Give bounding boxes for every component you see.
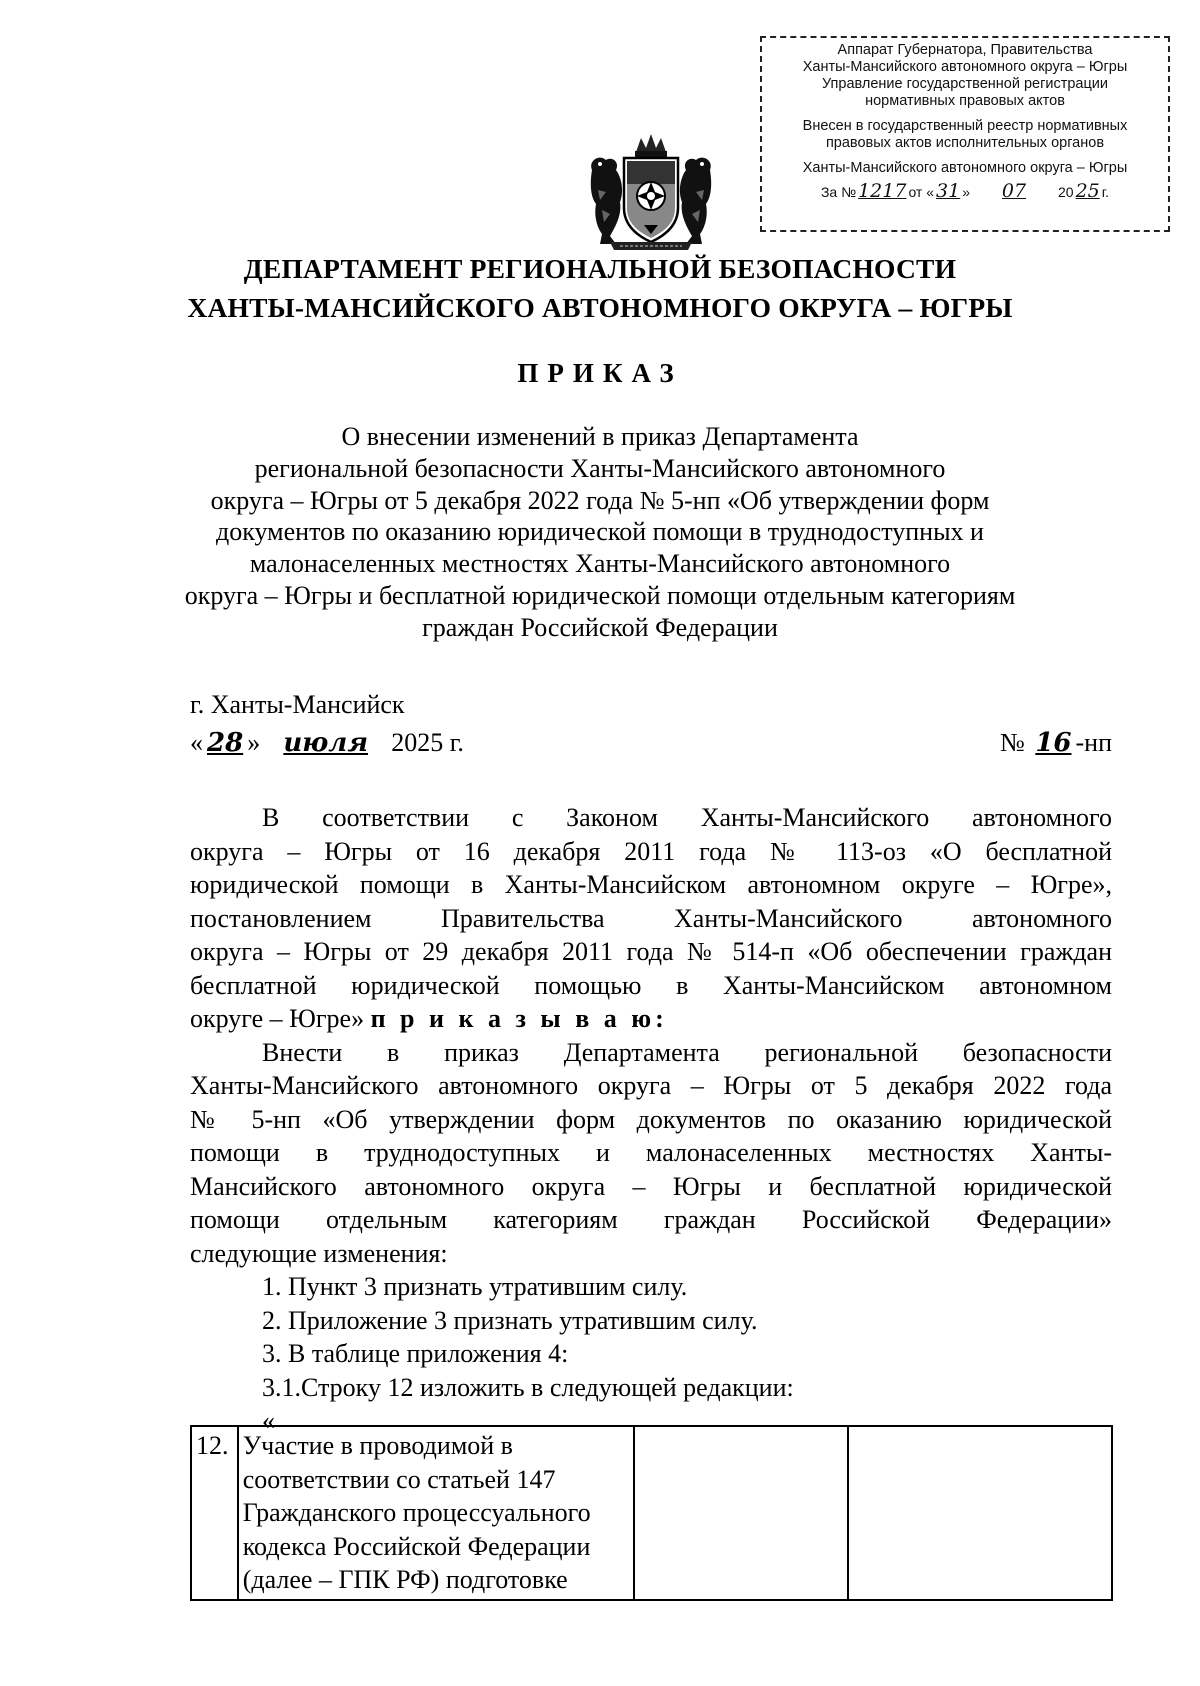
coat-of-arms-emblem	[586, 130, 716, 254]
table-cell-empty	[634, 1426, 847, 1600]
main-clause-line: помощи в труднодоступных и малонаселенных местностях Ханты-	[190, 1138, 1112, 1167]
stamp-reg-day: 31	[936, 180, 961, 202]
number-suffix: -нп	[1075, 728, 1112, 757]
amendment-item: 1. Пункт 3 признать утратившим силу.	[262, 1272, 688, 1301]
date-month: июля	[283, 728, 369, 758]
main-clause-line: помощи отдельным категориям граждан Российской Федерации»	[190, 1205, 1112, 1234]
number-prefix: №	[1000, 728, 1025, 757]
main-clause-last-line: следующие изменения:	[190, 1238, 448, 1268]
stamp-line: Ханты-Мансийского автономного округа – Югры	[802, 59, 1128, 75]
main-clause-line: Внести в приказ Департамента региональной безопасности	[262, 1037, 1112, 1067]
shield-icon	[624, 158, 678, 242]
right-bear-icon	[680, 158, 711, 244]
number-value: 16	[1035, 728, 1072, 758]
preamble-line: бесплатной юридической помощью в Ханты-Мансийском автономном	[190, 970, 1112, 1000]
stamp-registration-row	[768, 180, 1162, 202]
stamp-reg-quote-close: »	[962, 184, 971, 200]
main-clause-line: № 5-нп «Об утверждении форм документов по оказанию юридической	[190, 1104, 1112, 1134]
preamble-line: постановлением Правительства Ханты-Мансийского автономного	[190, 903, 1112, 933]
order-title-line: граждан Российской Федерации	[422, 612, 778, 642]
amendment-table	[190, 1425, 1113, 1601]
department-name-line-1: ДЕПАРТАМЕНТ РЕГИОНАЛЬНОЙ БЕЗОПАСНОСТИ	[243, 253, 957, 284]
stamp-reg-month: 07	[1001, 180, 1027, 202]
order-date	[190, 728, 464, 758]
order-title-line: документов по оказанию юридической помощи в труднодоступных и	[216, 517, 984, 547]
table-cell-line: (далее – ГПК РФ) подготовке	[242, 1565, 568, 1594]
stamp-reg-from: от «	[908, 184, 935, 200]
registration-stamp	[760, 36, 1170, 232]
stamp-line: Внесен в государственный реестр нормативных	[802, 118, 1128, 134]
date-open-quote: «	[190, 728, 203, 757]
stamp-line: Управление государственной регистрации	[821, 76, 1109, 92]
preamble-line: округа – Югры от 16 декабря 2011 года № 113-оз «О бесплатной	[190, 836, 1112, 866]
table-open-quote: «	[262, 1406, 275, 1435]
stamp-line: Аппарат Губернатора, Правительства	[837, 42, 1093, 58]
order-verb: п р и к а з ы в а ю:	[370, 1004, 668, 1033]
preamble-last-text: округе – Югре»	[190, 1004, 365, 1033]
order-title-line: округа – Югры от 5 декабря 2022 года № 5-нп «Об утверждении форм	[210, 485, 990, 515]
stamp-reg-year-prefix: 20	[1057, 184, 1074, 200]
stamp-reg-year: 25	[1075, 180, 1100, 202]
amendment-item: 3. В таблице приложения 4:	[262, 1339, 569, 1368]
preamble-line: юридической помощи в Ханты-Мансийском автономном округе – Югре»,	[190, 870, 1112, 899]
main-clause-line: Ханты-Мансийского автономного округа – Югры от 5 декабря 2022 года	[190, 1071, 1112, 1100]
date-close-quote: »	[247, 728, 261, 757]
order-title	[150, 421, 1050, 644]
stamp-line: Ханты-Мансийского автономного округа – Югры	[802, 160, 1128, 176]
table-cell-line: соответствии со статьей 147	[242, 1464, 556, 1494]
document-type-title: ПРИКАЗ	[517, 358, 683, 388]
order-number	[1000, 728, 1112, 758]
table-cell-line: кодекса Российской Федерации	[242, 1531, 591, 1561]
stamp-reg-prefix: За №	[820, 184, 857, 200]
ribbon-icon	[610, 242, 692, 250]
table-cell-line: Участие в проводимой в	[242, 1431, 513, 1460]
order-title-line: малонаселенных местностях Ханты-Мансийского автономного	[249, 549, 951, 579]
table-cell-description	[238, 1426, 634, 1600]
table-cell-empty	[848, 1426, 1112, 1600]
crown-icon	[635, 134, 667, 157]
main-clause-line: Мансийского автономного округа – Югры и бесплатной юридической	[190, 1171, 1112, 1201]
stamp-line: нормативных правовых актов	[865, 93, 1065, 109]
place-of-issue: г. Ханты-Мансийск	[190, 690, 405, 719]
preamble-line: В соответствии с Законом Ханты-Мансийского автономного	[262, 803, 1112, 832]
order-title-line: округа – Югры и бесплатной юридической помощи отдельным категориям	[184, 580, 1016, 610]
order-body	[190, 801, 1112, 1438]
order-title-line: региональной безопасности Ханты-Мансийского автономного	[254, 453, 946, 483]
stamp-reg-year-suffix: г.	[1101, 184, 1110, 200]
table-row	[191, 1426, 1112, 1600]
stamp-reg-number: 1217	[858, 180, 907, 202]
stamp-line: правовых актов исполнительных органов	[825, 135, 1105, 151]
date-day: 28	[207, 728, 244, 758]
department-name-line-2: ХАНТЫ-МАНСИЙСКОГО АВТОНОМНОГО ОКРУГА – ЮГРЫ	[187, 292, 1013, 323]
left-bear-icon	[591, 158, 622, 244]
table-cell-number: 12.	[191, 1426, 238, 1600]
date-year: 2025 г.	[391, 728, 464, 757]
table-cell-line: Гражданского процессуального	[242, 1498, 591, 1527]
preamble-last-line	[190, 1002, 1112, 1036]
preamble-line: округа – Югры от 29 декабря 2011 года № 514-п «Об обеспечении граждан	[190, 937, 1112, 966]
amendment-item: 2. Приложение 3 признать утратившим силу.	[262, 1305, 758, 1335]
order-title-line: О внесении изменений в приказ Департамента	[341, 422, 859, 451]
amendment-item: 3.1.Строку 12 изложить в следующей редакции:	[262, 1372, 794, 1402]
